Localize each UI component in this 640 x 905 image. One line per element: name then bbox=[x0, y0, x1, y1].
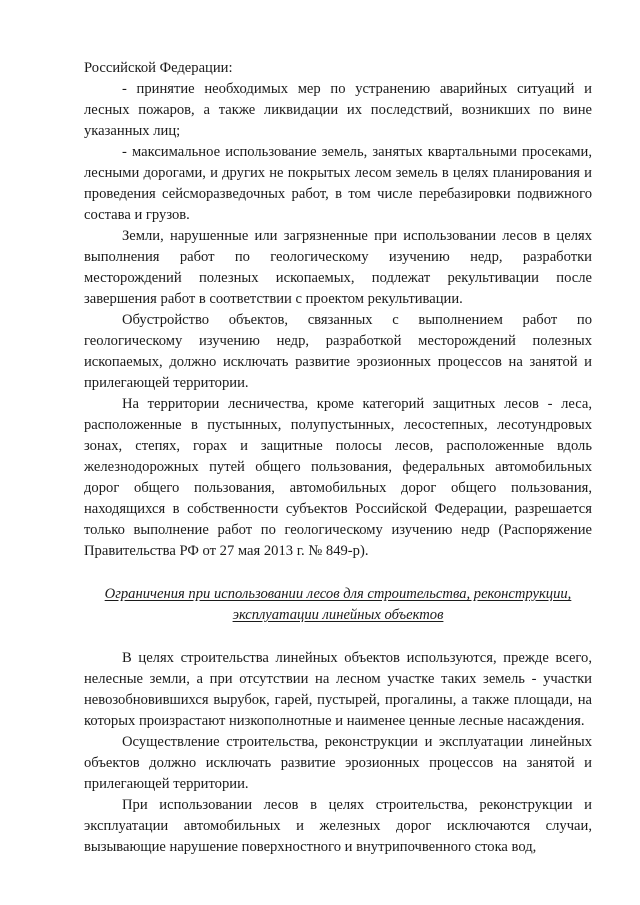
paragraph-land-use: - максимальное использование земель, занятых квартальными просеками, лесными дорогами, и других не покрытых лесом земель в целях планирования и проведения сейсморазведочных работ, в том числе перебазировки подвижного состава и грузов. bbox=[84, 144, 592, 223]
paragraph-roads: При использовании лесов в целях строительства, реконструкции и эксплуатации автомобильных и железных дорог исключаются случаи, вызывающие нарушение поверхностного и внутрипочвенного стока вод, bbox=[84, 797, 592, 855]
paragraph-arrangement: Обустройство объектов, связанных с выполнением работ по геологическому изучению недр, разработкой месторождений полезных ископаемых, должно исключать развитие эрозионных процессов на занятой и прилегающей территории. bbox=[84, 312, 592, 391]
paragraph-emergency-measures: - принятие необходимых мер по устранению аварийных ситуаций и лесных пожаров, а также ликвидации их последствий, возникших по вине указанных лиц; bbox=[84, 81, 592, 139]
document-body bbox=[84, 58, 592, 858]
section-heading bbox=[84, 584, 592, 626]
paragraph-forest-territory: На территории лесничества, кроме категорий защитных лесов - леса, расположенные в пустынных, полупустынных, лесостепных, лесотундровых зонах, степях, горах и защитные полосы лесов, расположенные вдоль железнодорожных путей общего пользования, федеральных автомобильных дорог общего пользования, автомобильных дорог общего пользования, находящихся в собственности субъектов Российской Федерации, разрешается только выполнение работ по геологическому изучению недр (Распоряжение Правительства РФ от 27 мая 2013 г. № 849-р). bbox=[84, 396, 592, 559]
paragraph-intro: Российской Федерации: bbox=[84, 60, 233, 76]
section-heading-line-2: эксплуатации линейных объектов bbox=[232, 607, 444, 623]
paragraph-construction: Осуществление строительства, реконструкции и эксплуатации линейных объектов должно исключать развитие эрозионных процессов на занятой и прилегающей территории. bbox=[84, 734, 592, 792]
section-heading-line-1: Ограничения при использовании лесов для строительства, реконструкции, bbox=[104, 586, 572, 602]
paragraph-recultivation: Земли, нарушенные или загрязненные при использовании лесов в целях выполнения работ по геологическому изучению недр, разработки месторождений полезных ископаемых, подлежат рекультивации после завершения работ в соответствии с проектом рекультивации. bbox=[84, 228, 592, 307]
paragraph-linear-objects: В целях строительства линейных объектов используются, прежде всего, нелесные земли, а при отсутствии на лесном участке таких земель - участки невозобновившихся вырубок, гарей, пустырей, прогалины, а также площади, на которых произрастают низкополнотные и наименее ценные лесные насаждения. bbox=[84, 650, 592, 729]
